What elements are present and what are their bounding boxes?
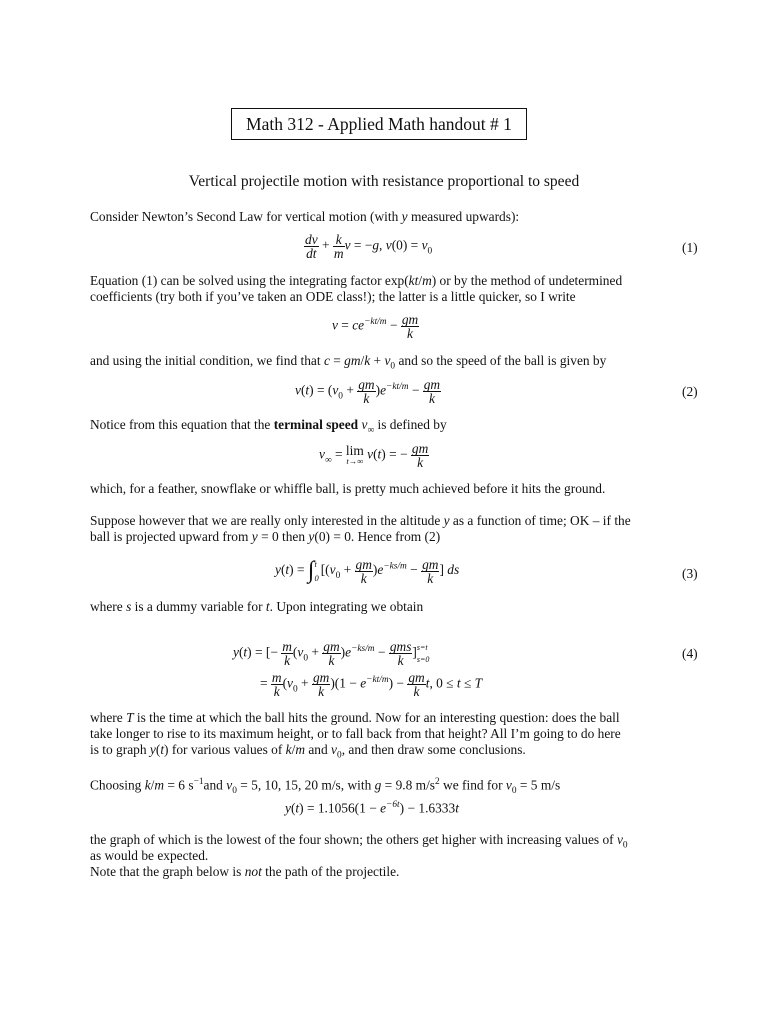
paragraph-graph-description-2: as would be expected. — [90, 848, 209, 863]
paragraph-graph-description-1: the graph of which is the lowest of the four shown; the others get higher with increasing values of $v_0$ — [90, 832, 628, 851]
equation-specific-solution: $y(t) = 1.1056(1 - e^{-6t}) - 1.6333t$ — [285, 800, 459, 816]
equation-number-3: (3) — [682, 566, 698, 581]
equation-4-line-1: y(t) = [− $\frac{m}{k}$ ($v_0$ + $\frac{gm}{k}$ )$e^{-ks/m}$ − $\frac{\text{gms}}{k}$ ]s=t s=0 — [233, 639, 430, 668]
paragraph-question-3: is to graph y(t) for various values of k/m and $v_0$, and then draw some conclusions. — [90, 742, 526, 761]
equation-number-1: (1) — [682, 240, 698, 255]
paragraph-dummy-variable: where s is a dummy variable for t. Upon integrating we obtain — [90, 599, 424, 614]
paragraph-question-1: where T is the time at which the ball hits the ground. Now for an interesting question: does the ball — [90, 710, 620, 725]
paragraph-terminal-speed: Notice from this equation that the terminal speed $v_\infty$ is defined by — [90, 417, 447, 436]
equation-general-solution: $v = ce^{-kt/m}$ − $\frac{gm}{k}$ — [332, 312, 419, 341]
equation-number-4: (4) — [682, 646, 698, 661]
equation-1: $\frac{dv}{dt}$ + $\frac{k}{m}$ v = −g, $v(0) = v_0$ — [305, 232, 433, 261]
equation-3: y(t) = ∫t $0[(v_0$ + $\frac{gm}{k}$ )$e^{-ks/m}$ − $\frac{gm}{k}$ ] ds — [275, 556, 460, 586]
equation-terminal-speed: $v_\infty = \lim$ t→∞ v(t) = − $\frac{gm}{k}$ — [319, 441, 429, 470]
paragraph-altitude-1: Suppose however that we are really only interested in the altitude y as a function of time; OK – if the — [90, 513, 631, 528]
equation-number-2: (2) — [682, 384, 698, 399]
equation-4-line-2: = $\frac{m}{k}$ ($v_0$ + $\frac{gm}{k}$ )$(1 - e^{-kt/m})$ − $\frac{gm}{k}$ t, 0 ≤ t ≤ T — [260, 670, 483, 699]
paragraph-initial-condition: and using the initial condition, we find that $c = gm/k + v_0$ and so the speed of the ball is given by — [90, 353, 607, 372]
paragraph-note: Note that the graph below is not the path of the projectile. — [90, 864, 400, 879]
paragraph-integrating-factor-1: Equation (1) can be solved using the integrating factor exp(kt/m) or by the method of undetermined — [90, 273, 623, 288]
paragraph-choosing-values: Choosing k/m = 6 $s^{-1}and$ $v_0 = 5$, 10, 15, 20 m/s, with g = 9.8 $m/s^2$ we find for $v_0 = 5$ m/s — [90, 777, 561, 797]
paragraph-question-2: take longer to rise to its maximum height, or to fall back from that height? All I’m going to do here — [90, 726, 621, 741]
paragraph-altitude-2: ball is projected upward from y = 0 then y(0) = 0. Hence from (2) — [90, 529, 441, 544]
page-subtitle: Vertical projectile motion with resistance proportional to speed — [188, 173, 580, 190]
paragraph-feather: which, for a feather, snowflake or whiffle ball, is pretty much achieved before it hits the ground. — [90, 481, 606, 496]
paragraph-integrating-factor-2: coefficients (try both if you’ve taken an ODE class!); the latter is a little quicker, so I write — [90, 289, 576, 304]
paragraph-newton: Consider Newton’s Second Law for vertical motion (with y measured upwards): — [90, 209, 520, 224]
equation-2: $v(t) = (v_0$ + $\frac{gm}{k}$ )$e^{-kt/m}$ − $\frac{gm}{k}$ — [295, 377, 441, 406]
page-title: Math 312 - Applied Math handout # 1 — [231, 108, 527, 140]
